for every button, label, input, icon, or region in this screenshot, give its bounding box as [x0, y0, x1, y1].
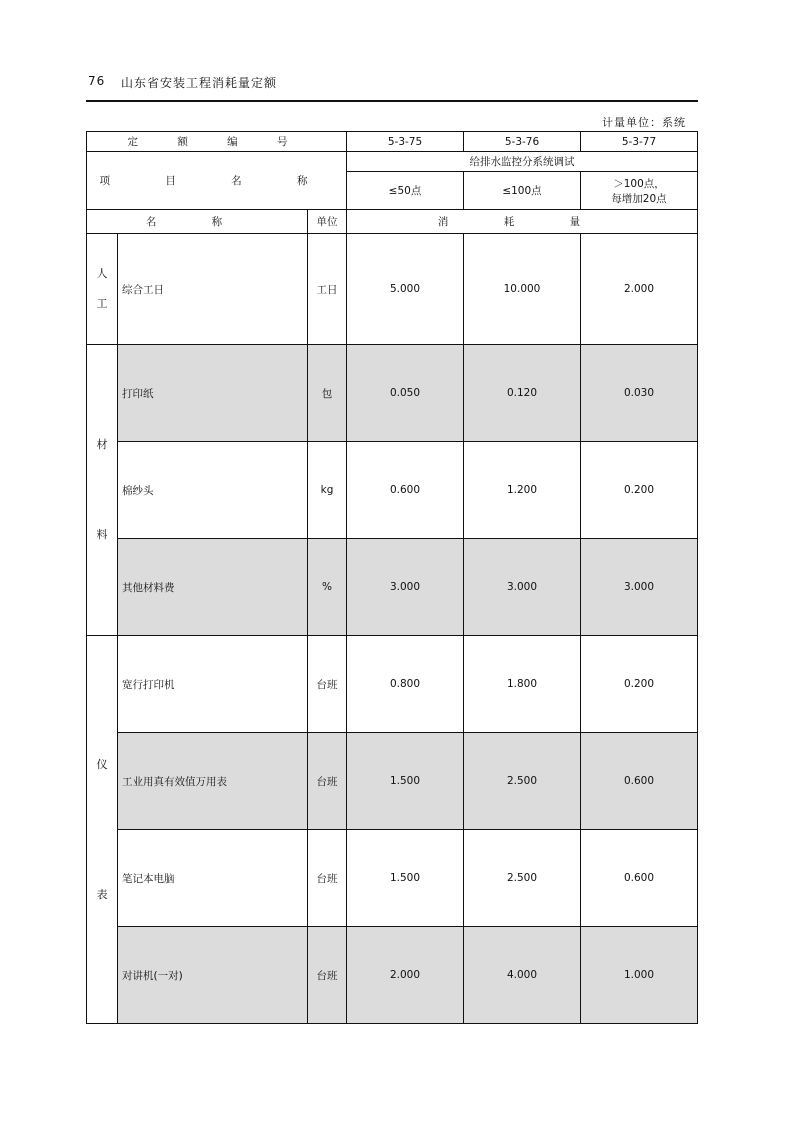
- row-name: 其他材料费: [118, 539, 308, 636]
- row-value: 0.600: [581, 733, 698, 830]
- row-name: 笔记本电脑: [118, 830, 308, 927]
- table-row: [87, 927, 698, 1024]
- column-consumption-header: 消 耗 量: [347, 210, 698, 234]
- row-value: 1.000: [581, 927, 698, 1024]
- row-value: 3.000: [581, 539, 698, 636]
- table-row: [87, 234, 698, 345]
- quota-table: [86, 131, 698, 1024]
- table-row: [87, 539, 698, 636]
- row-value: 1.800: [464, 636, 581, 733]
- row-name: 棉纱头: [118, 442, 308, 539]
- table-row: [87, 442, 698, 539]
- row-value: 1.500: [347, 733, 464, 830]
- group-title: 给排水监控分系统调试: [347, 152, 698, 172]
- row-value: 3.000: [347, 539, 464, 636]
- category-labor: [87, 234, 118, 345]
- row-unit: 台班: [308, 927, 347, 1024]
- quota-code: 5-3-76: [464, 132, 581, 152]
- row-value: 0.800: [347, 636, 464, 733]
- header-rule: [86, 100, 698, 102]
- table-row: [87, 733, 698, 830]
- variant-line: ＞100点，: [613, 177, 665, 190]
- row-unit: %: [308, 539, 347, 636]
- row-value: 0.600: [347, 442, 464, 539]
- row-value: 4.000: [464, 927, 581, 1024]
- row-value: 5.000: [347, 234, 464, 345]
- variant-label: ≤100点: [464, 172, 581, 210]
- category-char: 工: [96, 297, 108, 310]
- column-header-row: [87, 210, 698, 234]
- item-group-row: [87, 152, 698, 172]
- row-unit: 包: [308, 345, 347, 442]
- row-unit: kg: [308, 442, 347, 539]
- row-unit: 台班: [308, 830, 347, 927]
- category-char: 料: [96, 528, 108, 541]
- column-name-header: 名 称: [87, 210, 308, 234]
- quota-code: 5-3-77: [581, 132, 698, 152]
- row-name: 工业用真有效值万用表: [118, 733, 308, 830]
- row-value: 3.000: [464, 539, 581, 636]
- row-value: 0.200: [581, 636, 698, 733]
- table-row: [87, 636, 698, 733]
- row-value: 2.500: [464, 830, 581, 927]
- category-char: 材: [96, 438, 108, 451]
- category-char: 仪: [96, 757, 108, 771]
- unit-note: 计量单位：系统: [602, 116, 686, 129]
- row-value: 2.000: [347, 927, 464, 1024]
- category-instrument: [87, 636, 118, 1024]
- row-unit: 台班: [308, 636, 347, 733]
- variant-label-multi: [581, 172, 698, 210]
- item-name-label: 项 目 名 称: [87, 152, 347, 210]
- row-name: 综合工日: [118, 234, 308, 345]
- category-char: 人: [96, 267, 108, 280]
- quota-number-label: 定 额 编 号: [87, 132, 347, 152]
- quota-number-row: [87, 132, 698, 152]
- row-unit: 工日: [308, 234, 347, 345]
- table-row: [87, 345, 698, 442]
- row-value: 0.030: [581, 345, 698, 442]
- row-name: 对讲机(一对): [118, 927, 308, 1024]
- category-material: [87, 345, 118, 636]
- row-name: 打印纸: [118, 345, 308, 442]
- variant-label: ≤50点: [347, 172, 464, 210]
- table-row: [87, 830, 698, 927]
- quota-code: 5-3-75: [347, 132, 464, 152]
- row-value: 0.120: [464, 345, 581, 442]
- row-value: 1.200: [464, 442, 581, 539]
- row-value: 2.000: [581, 234, 698, 345]
- row-value: 0.200: [581, 442, 698, 539]
- row-value: 0.600: [581, 830, 698, 927]
- row-value: 0.050: [347, 345, 464, 442]
- row-name: 宽行打印机: [118, 636, 308, 733]
- row-value: 1.500: [347, 830, 464, 927]
- variant-line: 每增加20点: [611, 192, 667, 205]
- category-char: 表: [96, 887, 108, 901]
- page-number: 76: [88, 74, 106, 88]
- row-value: 10.000: [464, 234, 581, 345]
- page-header: [88, 74, 698, 98]
- book-title: 山东省安装工程消耗量定额: [121, 76, 278, 90]
- row-value: 2.500: [464, 733, 581, 830]
- row-unit: 台班: [308, 733, 347, 830]
- column-unit-header: 单位: [308, 210, 347, 234]
